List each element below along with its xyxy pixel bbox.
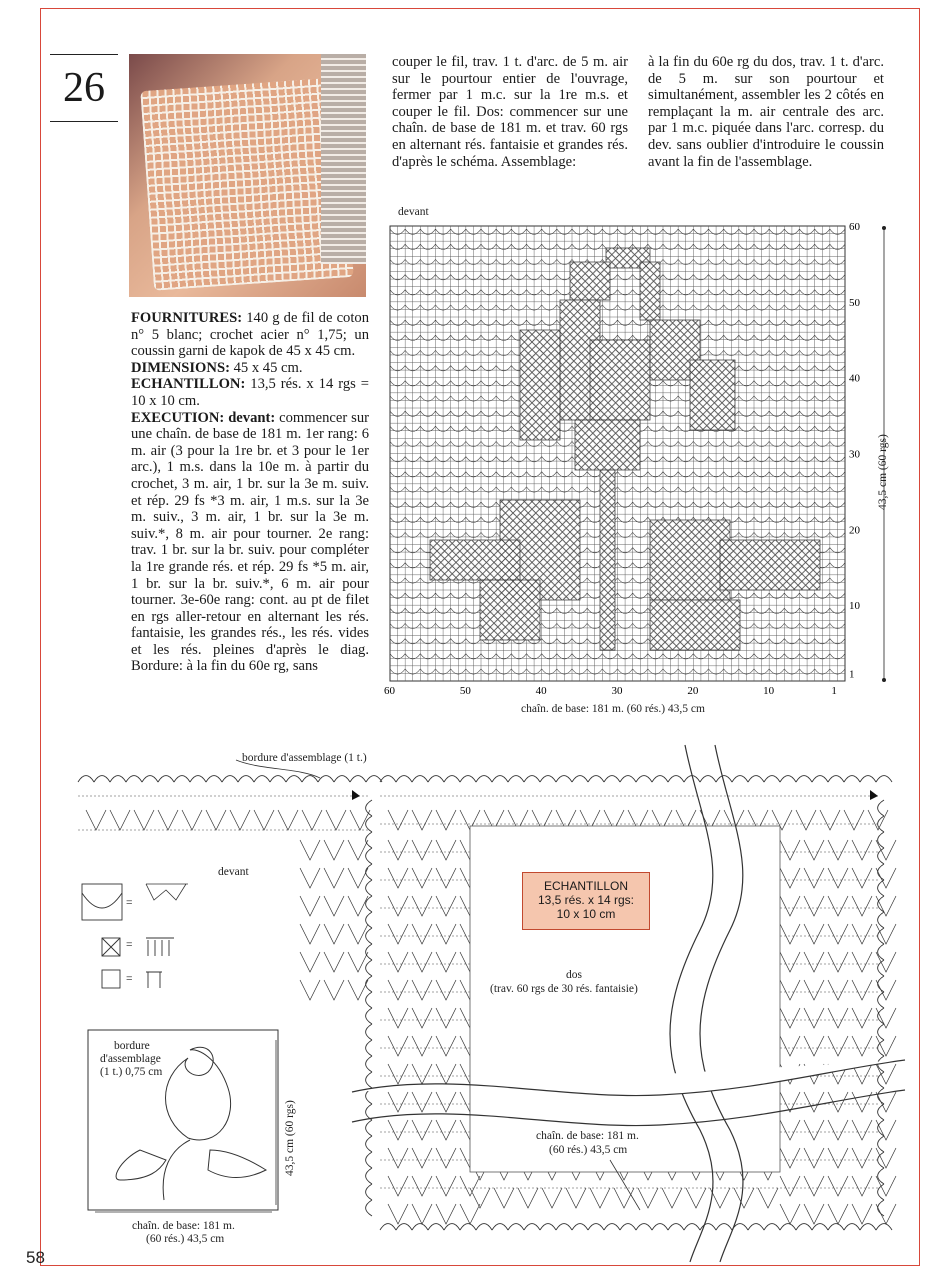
paragraph-text: 45 x 45 cm.: [229, 359, 303, 376]
right-tick-label: 1: [849, 668, 855, 681]
dos-label: dos: [566, 969, 582, 981]
sample-line1: 13,5 rés. x 14 rgs:: [537, 893, 635, 907]
rose-motif-block: [600, 470, 615, 650]
mini-base-2: (60 rés.) 43,5 cm: [146, 1233, 225, 1245]
paragraph-lead: EXECUTION: devant:: [131, 409, 276, 426]
legend-eq-3: =: [126, 973, 133, 985]
rose-motif-block: [430, 540, 520, 580]
bottom-tick-label: 20: [687, 685, 699, 697]
measure-dot: [882, 226, 886, 230]
paragraph-lead: ECHANTILLON:: [131, 376, 246, 393]
bottom-border: [380, 1224, 892, 1230]
front-top-border: [78, 776, 382, 782]
paragraph-text: commencer sur une chaîn. de base de 181 m. 1er rang: 6 m. air (3 pour la 1re br. et 3 pour le 1er arc.), 1 m.s. dans la 10e m. à partir du crochet, 3 m. air, 1 br. sur la 3e m. suiv. et rép. 29 fs *3 m. air, 1 m.s. sur la 3e m. suiv., 3 m. air, 1 br. sur la 3e m. suiv.*, 8 m. air pour tourner. 2e rang: trav. 1 br. sur la br. suiv. pour compléter la 1re grande rés. et rép. 29 fs *5 m. air, 1 br. sur la br. suiv.*, 6 m. air pour tourner. 3e-60e rang: cont. au pt de filet en rgs aller-retour en alternant les rés. fantaisie, les grandes rés., les rés. vides et les rés. pleines d'après le diag. Bordure: à la fin du 60e rg, sans: [131, 409, 370, 675]
legend-eq-1: =: [126, 897, 133, 909]
dos-detail: (trav. 60 rgs de 30 rés. fantaisie): [490, 983, 638, 995]
right-tick-label: 40: [849, 372, 860, 385]
right-tick-label: 20: [849, 524, 860, 537]
paragraph-lead: FOURNITURES:: [131, 310, 243, 326]
mini-base-1: chaîn. de base: 181 m.: [132, 1220, 235, 1232]
measure-dot: [882, 678, 886, 682]
paragraph-text: 13,5 rés. x 14 rgs = 10 x 10 cm.: [131, 376, 369, 409]
rose-motif-block: [720, 540, 820, 590]
chart-base-label: chaîn. de base: 181 m. (60 rés.) 43,5 cm: [521, 703, 705, 715]
right-tick-label: 30: [849, 448, 860, 461]
mini-border-l3: (1 t.) 0,75 cm: [100, 1066, 163, 1078]
legend-fancy-square: [82, 884, 122, 920]
border-label: bordure d'assemblage (1 t.): [242, 752, 367, 764]
schema-base-label-2: (60 rés.) 43,5 cm: [549, 1144, 628, 1156]
schema-base-label-1: chaîn. de base: 181 m.: [536, 1130, 639, 1142]
bottom-tick-label: 1: [831, 685, 837, 697]
left-side-border: [366, 800, 372, 1216]
mini-border-l2: d'assemblage: [100, 1053, 161, 1065]
bottom-tick-label: 10: [763, 685, 775, 697]
legend-empty-square: [102, 970, 120, 988]
right-tick-label: 10: [849, 600, 860, 613]
rose-motif-block: [575, 420, 640, 470]
bottom-tick-label: 50: [459, 685, 471, 697]
rose-motif-block: [570, 262, 610, 300]
legend-filled-symbol: [146, 938, 174, 956]
sample-title: ECHANTILLON: [543, 879, 629, 893]
mini-side: 43,5 cm (60 rgs): [284, 1100, 296, 1176]
back-top-border: [380, 776, 892, 782]
sample-box: [522, 872, 650, 930]
page-number: 58: [26, 1248, 45, 1267]
chart-devant-label: devant: [398, 206, 429, 218]
sample-line2: 10 x 10 cm: [556, 907, 616, 921]
rose-motif-block: [520, 330, 560, 440]
mini-border-l1: bordure: [114, 1040, 150, 1052]
paragraph-text: 140 g de fil de coton n° 5 blanc; crochet acier n° 1,75; un coussin garni de kapok de 45 x 45 cm.: [131, 310, 369, 360]
rose-motif-block: [640, 262, 660, 320]
bottom-tick-label: 60: [384, 685, 395, 697]
join-arrow-left: [352, 790, 360, 800]
rose-motif-block: [590, 340, 650, 420]
front-label: devant: [218, 866, 249, 878]
right-tick-label: 50: [849, 296, 860, 309]
bottom-tick-label: 40: [535, 685, 547, 697]
rose-motif-block: [480, 580, 540, 640]
instructions-column-3: à la fin du 60e rg du dos, trav. 1 t. d'arc. de 5 m. sur son pourtour et simultanément, assembler les 2 côtés en remplaçant la m. air centrale des arc. par 1 m.c. piquée dans l'arc. corresp. du dev. sans oublier d'introduire le coussin avant la fin de l'assemblage.: [648, 54, 884, 170]
legend-fancy-symbol: [146, 884, 188, 900]
rose-motif-block: [650, 600, 740, 650]
instructions-column-2: couper le fil, trav. 1 t. d'arc. de 5 m. air sur le pourtour entier de l'ouvrage, fermer par 1 m.c. sur la 1re m.s. et couper le fil. Dos: commencer sur une chaîn. de base de 181 m. et trav. 60 rgs en alternant rés. fantaisie et grandes rés. d'après le schéma. Assemblage:: [392, 54, 628, 170]
pattern-number: 26: [50, 54, 118, 122]
join-arrow-right: [870, 790, 878, 800]
rose-motif-block: [650, 520, 730, 600]
paragraph-lead: DIMENSIONS:: [131, 359, 230, 376]
legend-empty-symbol: [146, 972, 162, 988]
bottom-tick-label: 30: [611, 685, 623, 697]
rose-motif-block: [690, 360, 735, 430]
legend-eq-2: =: [126, 939, 133, 951]
chart-side-measure: 43,5 cm (60 rgs): [877, 434, 889, 510]
right-tick-label: 60: [849, 221, 860, 233]
